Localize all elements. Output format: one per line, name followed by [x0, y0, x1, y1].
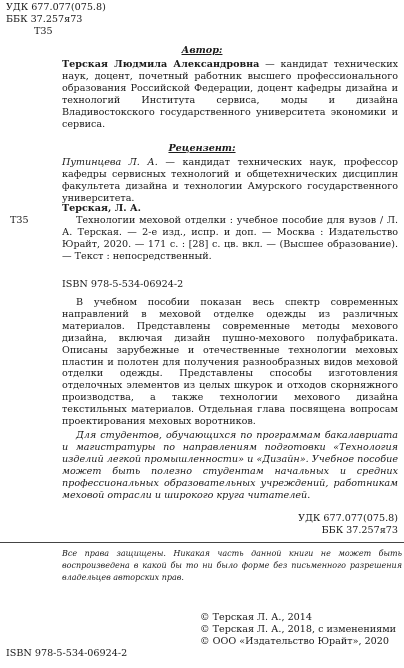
header-code: Т35	[34, 26, 53, 37]
header-bbk: ББК 37.257я73	[6, 14, 83, 25]
divider	[0, 542, 404, 543]
reviewer-heading: Рецензент:	[168, 143, 236, 154]
reviewer-name: Путинцева Л. А.	[62, 157, 158, 168]
abstract: В учебном пособии показан весь спектр современных направлений в меховой отделке одежды из различных материалов. Представлены современные методы мехового дизайна, включая дизайн пушно-мехового полуфабриката. Описаны зарубежные и отечественные технологии меховых пластин и полотен для получения разнообразных видов меховой отделки одежды. Представлены способы изготовления отделочных элементов из целых шкурок и отходов скорняжного производства, а также технологии мехового дизайна текстильных материалов. Отдельная глава посвящена вопросам проектирования меховых воротников.	[62, 297, 398, 428]
author-name: Терская Людмила Александровна	[62, 59, 260, 70]
codes-bottom-bbk: ББК 37.257я73	[321, 525, 398, 536]
audience: Для студентов, обучающихся по программам бакалавриата и магистратуры по направлениям подготовки «Технология изделий легкой промышленности» и «Дизайн». Учебное пособие может быть полезно студентам начальных и средних профессиональных образовательных учреждений, работникам меховой отрасли и широкого круга читателей.	[62, 430, 398, 501]
codes-bottom	[298, 513, 398, 537]
reviewer-text: — кандидат технических наук, профессор кафедры сервисных технологий и общетехнических дисциплин факультета дизайна и технологии Амурского государственного университета.	[62, 157, 398, 204]
copyright-block	[200, 612, 396, 648]
rights-note: Все права защищены. Никакая часть данной книги не может быть воспроизведена в какой бы то ни было форме без письменного разрешения владельцев авторских прав.	[62, 549, 402, 582]
biblio-isbn: ISBN 978-5-534-06924-2	[62, 279, 184, 290]
reviewer-paragraph	[62, 157, 398, 205]
header-codes	[6, 2, 106, 38]
biblio-code: Т35	[10, 215, 29, 226]
author-text: — кандидат технических наук, доцент, почетный работник высшего профессионального образования Российской Федерации, доцент кафедры дизайна и технологий Института сервиса, моды и дизайна Владивостокского государственного университета экономики и сервиса.	[62, 59, 399, 130]
codes-bottom-udk: УДК 677.077(075.8)	[298, 513, 398, 524]
biblio-text: Технологии меховой отделки : учебное пособие для вузов / Л. А. Терская. — 2-е изд., испр. и доп. — Москва : Издательство Юрайт, 2020. — 171 с. : [28] с. цв. вкл. — (Высшее образование). — Текст : непосредственный.	[62, 215, 398, 262]
copyright-1: © Терская Л. А., 2014	[200, 612, 312, 623]
author-paragraph	[62, 59, 398, 130]
footer-isbn: ISBN 978-5-534-06924-2	[6, 648, 128, 659]
copyright-2: © Терская Л. А., 2018, с изменениями	[200, 624, 397, 635]
biblio-author: Терская, Л. А.	[62, 203, 142, 214]
header-udk: УДК 677.077(075.8)	[6, 2, 106, 13]
copyright-3: © ООО «Издательство Юрайт», 2020	[200, 636, 389, 647]
author-heading: Автор:	[181, 45, 223, 56]
